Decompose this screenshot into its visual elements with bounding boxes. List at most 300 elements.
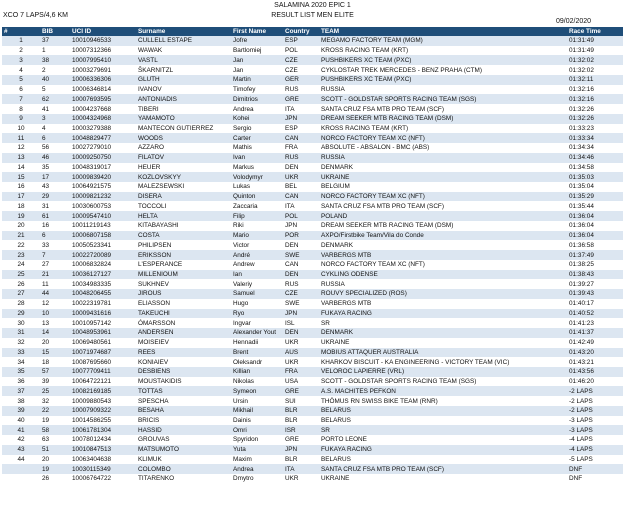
race-time-cell: 01:39:43 <box>569 290 594 298</box>
uci-id-cell: 10010946533 <box>72 37 112 45</box>
uci-id-cell: 10009250750 <box>72 154 112 162</box>
table-row <box>2 85 623 95</box>
race-time-cell: 01:36:58 <box>569 241 594 249</box>
surname-cell: TOCCOLI <box>138 202 167 210</box>
first-name-cell: Killian <box>233 368 251 376</box>
first-name-cell: Bartlomiej <box>233 47 262 55</box>
first-name-cell: Valeriy <box>233 280 253 288</box>
bib-cell: 40 <box>42 76 50 84</box>
first-name-cell: Mario <box>233 232 249 240</box>
table-row <box>2 143 623 153</box>
country-cell: AUS <box>285 348 299 356</box>
first-name-cell: Maxim <box>233 455 252 463</box>
first-name-cell: Ursin <box>233 397 248 405</box>
bib-cell: 11 <box>42 280 49 288</box>
race-time-cell: 01:40:52 <box>569 309 594 317</box>
team-cell: POLAND <box>321 212 348 220</box>
rank-cell: 6 <box>19 86 23 94</box>
country-cell: POL <box>285 212 298 220</box>
surname-cell: MATSUMOTO <box>138 446 179 454</box>
rank-cell: 4 <box>19 66 23 74</box>
uci-id-cell: 10030115349 <box>72 465 111 473</box>
uci-id-cell: 10022319781 <box>72 300 112 308</box>
surname-cell: WAWAK <box>138 47 163 55</box>
first-name-cell: Andrew <box>233 261 255 269</box>
race-info: XCO 7 LAPS/4,6 KM <box>3 12 68 19</box>
uci-id-cell: 10048953961 <box>72 329 112 337</box>
team-cell: UKRAINE <box>321 173 350 181</box>
team-cell: NORCO FACTORY TEAM XC (NFT) <box>321 261 425 269</box>
race-time-cell: 01:33:34 <box>569 134 594 142</box>
rank-cell: 13 <box>17 154 25 162</box>
table-row <box>2 328 623 338</box>
country-cell: DEN <box>285 329 299 337</box>
column-header-first-name: First Name <box>233 28 267 35</box>
bib-cell: 29 <box>42 193 50 201</box>
uci-id-cell: 10007909322 <box>72 407 112 415</box>
race-time-cell: 01:43:56 <box>569 368 594 376</box>
surname-cell: TAKEUCHI <box>138 309 170 317</box>
country-cell: DEN <box>285 270 299 278</box>
surname-cell: ELIASSON <box>138 300 170 308</box>
first-name-cell: Ivan <box>233 154 246 162</box>
rank-cell: 8 <box>19 105 23 113</box>
country-cell: ISL <box>285 319 295 327</box>
rank-cell: 7 <box>19 95 23 103</box>
surname-cell: ANTONIADIS <box>138 95 177 103</box>
race-time-cell: 01:35:04 <box>569 183 594 191</box>
country-cell: FRA <box>285 144 298 152</box>
team-cell: KROSS RACING TEAM (KRT) <box>321 124 409 132</box>
table-row <box>2 192 623 202</box>
table-row <box>2 182 623 192</box>
first-name-cell: Quinton <box>233 193 256 201</box>
race-time-cell: -4 LAPS <box>569 446 593 454</box>
surname-cell: COSTA <box>138 232 160 240</box>
country-cell: UKR <box>285 173 299 181</box>
surname-cell: DESBIENS <box>138 368 171 376</box>
surname-cell: FILATOV <box>138 154 165 162</box>
race-time-cell: -2 LAPS <box>569 407 593 415</box>
uci-id-cell: 10061781304 <box>72 426 112 434</box>
uci-id-cell: 10048829477 <box>72 134 112 142</box>
team-cell: DENMARK <box>321 329 353 337</box>
surname-cell: ERIKSSON <box>138 251 172 259</box>
bib-cell: 22 <box>42 407 50 415</box>
first-name-cell: Victor <box>233 241 250 249</box>
country-cell: GER <box>285 76 299 84</box>
team-cell: SCOTT - GOLDSTAR SPORTS RACING TEAM (SGS) <box>321 378 477 386</box>
race-time-cell: 01:38:43 <box>569 270 594 278</box>
surname-cell: COLOMBO <box>138 465 171 473</box>
column-header-race-time: Race Time <box>569 28 601 35</box>
document-subtitle: RESULT LIST MEN ELITE <box>271 12 354 19</box>
uci-id-cell: 10009547410 <box>72 212 112 220</box>
country-cell: UKR <box>285 339 299 347</box>
uci-id-cell: 10064921575 <box>72 183 112 191</box>
surname-cell: BRICIS <box>138 417 160 424</box>
race-time-cell: 01:41:23 <box>569 319 594 327</box>
bib-cell: 51 <box>42 446 50 454</box>
rank-cell: 9 <box>19 115 23 123</box>
bib-cell: 63 <box>42 436 50 444</box>
team-cell: BELARUS <box>321 455 351 463</box>
first-name-cell: Ryo <box>233 309 245 317</box>
rank-cell: 5 <box>19 76 23 84</box>
table-row <box>2 406 623 416</box>
race-time-cell: 01:42:49 <box>569 339 594 347</box>
table-row <box>2 464 623 474</box>
column-header-uci-id: UCI ID <box>72 28 92 35</box>
team-cell: VARBERGS MTB <box>321 251 372 259</box>
surname-cell: HASSID <box>138 426 162 434</box>
first-name-cell: André <box>233 251 251 259</box>
surname-cell: HELTA <box>138 212 158 220</box>
first-name-cell: Jofre <box>233 37 248 45</box>
country-cell: POR <box>285 232 299 240</box>
country-cell: SWE <box>285 300 300 308</box>
first-name-cell: Mikhail <box>233 407 253 415</box>
uci-id-cell: 10087695660 <box>72 358 112 366</box>
first-name-cell: Volodymyr <box>233 173 263 181</box>
country-cell: JPN <box>285 115 298 123</box>
table-row <box>2 455 623 465</box>
country-cell: RUS <box>285 154 299 162</box>
document-date: 09/02/2020 <box>556 18 592 25</box>
rank-cell: 16 <box>17 183 25 191</box>
surname-cell: PHILIPSEN <box>138 241 172 249</box>
rank-cell: 31 <box>17 329 25 337</box>
rank-cell: 33 <box>17 348 25 356</box>
bib-cell: 17 <box>42 173 50 181</box>
team-cell: VARBERGS MTB <box>321 300 372 308</box>
results-table <box>2 27 623 484</box>
table-row <box>2 309 623 319</box>
rank-cell: 19 <box>17 212 25 220</box>
column-header-rank: # <box>4 28 8 35</box>
uci-id-cell: 10009880543 <box>72 397 112 405</box>
surname-cell: BESAHA <box>138 407 164 415</box>
surname-cell: SUKHNEV <box>138 280 169 288</box>
rank-cell: 42 <box>17 436 25 444</box>
bib-cell: 10 <box>42 309 50 317</box>
table-row <box>2 474 623 484</box>
bib-cell: 32 <box>42 397 50 405</box>
first-name-cell: Spyridon <box>233 436 259 444</box>
table-row <box>2 250 623 260</box>
bib-cell: 15 <box>42 348 50 356</box>
uci-id-cell: 10006764722 <box>72 475 112 483</box>
race-time-cell: 01:31:49 <box>569 37 594 45</box>
table-row <box>2 172 623 182</box>
first-name-cell: Ian <box>233 270 242 278</box>
rank-cell <box>2 474 40 484</box>
uci-id-cell: 10007995410 <box>72 56 112 64</box>
table-row <box>2 270 623 280</box>
uci-id-cell: 10009839420 <box>72 173 112 181</box>
table-row <box>2 163 623 173</box>
table-row <box>2 279 623 289</box>
bib-cell: 7 <box>42 251 46 259</box>
first-name-cell: Filip <box>233 212 245 220</box>
rank-cell: 21 <box>17 232 25 240</box>
uci-id-cell: 10004237668 <box>72 105 112 113</box>
rank-cell: 41 <box>17 426 25 434</box>
team-cell: PORTO LEONE <box>321 436 367 444</box>
country-cell: DEN <box>285 241 299 249</box>
first-name-cell: Andrea <box>233 105 254 113</box>
bib-cell: 35 <box>42 163 50 171</box>
race-time-cell: -3 LAPS <box>569 426 593 434</box>
table-row <box>2 348 623 358</box>
country-cell: ESP <box>285 124 298 132</box>
first-name-cell: Sergio <box>233 124 252 132</box>
bib-cell: 41 <box>42 105 50 113</box>
team-cell: A.S. MACHITES PEFKON <box>321 387 396 395</box>
bib-cell: 18 <box>42 358 50 366</box>
surname-cell: KITABAYASHI <box>138 222 179 230</box>
uci-id-cell: 10082169185 <box>72 387 112 395</box>
column-header-team: TEAM <box>321 28 340 35</box>
rank-cell: 36 <box>17 378 25 386</box>
table-row <box>2 425 623 435</box>
first-name-cell: Hugo <box>233 300 249 308</box>
bib-cell: 14 <box>42 329 50 337</box>
team-cell: SANTA CRUZ FSA MTB PRO TEAM (SCF) <box>321 105 444 113</box>
country-cell: SWE <box>285 251 300 259</box>
country-cell: JPN <box>285 446 298 454</box>
table-row <box>2 338 623 348</box>
country-cell: POL <box>285 47 298 55</box>
team-cell: SANTA CRUZ FSA MTB PRO TEAM (SCF) <box>321 465 444 473</box>
uci-id-cell: 10009431616 <box>72 309 112 317</box>
country-cell: SUI <box>285 397 296 405</box>
first-name-cell: Ingvar <box>233 319 251 327</box>
rank-cell: 28 <box>17 300 25 308</box>
rank-cell: 32 <box>17 339 25 347</box>
bib-cell: 57 <box>42 368 50 376</box>
surname-cell: KLIMUK <box>138 455 162 463</box>
team-cell: RUSSIA <box>321 86 345 94</box>
surname-cell: GROUVAS <box>138 436 170 444</box>
surname-cell: WOODS <box>138 134 163 142</box>
rank-cell: 14 <box>17 163 25 171</box>
rank-cell: 2 <box>19 47 23 55</box>
bib-cell: 16 <box>42 222 50 230</box>
surname-cell: VASTL <box>138 56 158 64</box>
rank-cell: 12 <box>17 144 25 152</box>
race-time-cell: 01:33:23 <box>569 124 594 132</box>
surname-cell: MOUSTAKIDIS <box>138 378 182 386</box>
team-cell: SCOTT - GOLDSTAR SPORTS RACING TEAM (SGS) <box>321 95 477 103</box>
team-cell: KHARKOV BISCUIT - KA ENGINEERING - VICTORY TEAM (VIC) <box>321 358 510 366</box>
surname-cell: ANDERSEN <box>138 329 174 337</box>
first-name-cell: Kohei <box>233 115 250 123</box>
surname-cell: IVANOV <box>138 86 162 94</box>
table-row <box>2 36 623 46</box>
team-cell: CYKLING ODENSE <box>321 270 378 278</box>
uci-id-cell: 10007693595 <box>72 95 112 103</box>
surname-cell: KONIAIEV <box>138 358 169 366</box>
country-cell: ITA <box>285 202 295 210</box>
bib-cell: 13 <box>42 319 50 327</box>
country-cell: CAN <box>285 134 299 142</box>
table-row <box>2 357 623 367</box>
country-cell: BEL <box>285 183 298 191</box>
column-header-bib: BIB <box>42 28 54 35</box>
team-cell: DENMARK <box>321 163 353 171</box>
bib-cell: 43 <box>42 183 50 191</box>
team-cell: VELOROC LAPIERRE (VRL) <box>321 368 405 376</box>
surname-cell: DISERA <box>138 193 162 201</box>
first-name-cell: Markus <box>233 163 254 171</box>
team-cell: UKRAINE <box>321 475 350 483</box>
first-name-cell: Martin <box>233 76 251 84</box>
race-time-cell: 01:41:37 <box>569 329 594 337</box>
bib-cell: 62 <box>42 95 50 103</box>
race-time-cell: 01:32:16 <box>569 86 594 94</box>
first-name-cell: Dmytro <box>233 475 254 483</box>
table-row <box>2 46 623 56</box>
table-row <box>2 201 623 211</box>
uci-id-cell: 10011219143 <box>72 222 111 230</box>
rank-cell: 23 <box>17 251 25 259</box>
table-row <box>2 318 623 328</box>
bib-cell: 6 <box>42 232 46 240</box>
surname-cell: TIBERI <box>138 105 159 113</box>
bib-cell: 19 <box>42 465 50 473</box>
table-row <box>2 367 623 377</box>
bib-cell: 44 <box>42 290 50 298</box>
table-row <box>2 299 623 309</box>
table-row <box>2 55 623 65</box>
table-row <box>2 240 623 250</box>
uci-id-cell: 10010957142 <box>72 319 112 327</box>
first-name-cell: Samuel <box>233 290 255 298</box>
first-name-cell: Lukas <box>233 183 251 191</box>
country-cell: CZE <box>285 290 298 298</box>
uci-id-cell: 10078012434 <box>72 436 112 444</box>
team-cell: DREAM SEEKER MTB RACING TEAM (DSM) <box>321 115 454 123</box>
rank-cell: 44 <box>17 455 25 463</box>
surname-cell: MANTECON GUTIERREZ <box>138 124 214 132</box>
race-time-cell: 01:35:03 <box>569 173 594 181</box>
surname-cell: TITARENKO <box>138 475 175 483</box>
first-name-cell: Nikolas <box>233 378 254 386</box>
race-time-cell: -5 LAPS <box>569 455 593 463</box>
uci-id-cell: 10022720089 <box>72 251 112 259</box>
team-cell: MEGAMO FACTORY TEAM (MGM) <box>321 37 423 45</box>
uci-id-cell: 10010847513 <box>72 446 112 454</box>
table-row <box>2 75 623 85</box>
surname-cell: ŠKARNITZL <box>138 66 174 74</box>
first-name-cell: Mathis <box>233 144 252 152</box>
uci-id-cell: 10014586255 <box>72 417 112 424</box>
table-row <box>2 104 623 114</box>
table-header-row <box>2 27 623 36</box>
country-cell: JPN <box>285 309 298 317</box>
surname-cell: MILLENIOUM <box>138 270 178 278</box>
race-time-cell: 01:36:04 <box>569 232 594 240</box>
country-cell: UKR <box>285 358 299 366</box>
rank-cell: 35 <box>17 368 25 376</box>
uci-id-cell: 10007312366 <box>72 47 112 55</box>
country-cell: CAN <box>285 193 299 201</box>
rank-cell: 38 <box>17 397 25 405</box>
team-cell: BELGIUM <box>321 183 350 191</box>
rank-cell: 20 <box>17 222 25 230</box>
first-name-cell: Zaccaria <box>233 202 258 210</box>
first-name-cell: Jan <box>233 56 244 64</box>
country-cell: BLR <box>285 407 298 415</box>
uci-id-cell: 10004324968 <box>72 115 112 123</box>
bib-cell: 26 <box>42 475 50 483</box>
rank-cell: 3 <box>19 56 23 64</box>
country-cell: GRE <box>285 387 299 395</box>
country-cell: CZE <box>285 66 298 74</box>
uci-id-cell: 10036127127 <box>72 270 112 278</box>
race-time-cell: 01:40:17 <box>569 300 594 308</box>
team-cell: RUSSIA <box>321 280 345 288</box>
rank-cell: 17 <box>17 193 25 201</box>
first-name-cell: Timofey <box>233 86 256 94</box>
bib-cell: 37 <box>42 37 50 45</box>
race-time-cell: 01:32:16 <box>569 95 594 103</box>
rank-cell: 29 <box>17 309 25 317</box>
surname-cell: MOISEIEV <box>138 339 169 347</box>
table-row <box>2 221 623 231</box>
table-row <box>2 114 623 124</box>
race-time-cell: DNF <box>569 465 583 473</box>
first-name-cell: Dimitrios <box>233 95 258 103</box>
country-cell: FRA <box>285 368 298 376</box>
uci-id-cell: 10071974687 <box>72 348 112 356</box>
first-name-cell: Riki <box>233 222 244 230</box>
uci-id-cell: 10048206455 <box>72 290 112 298</box>
team-cell: RUSSIA <box>321 154 345 162</box>
team-cell: ABSOLUTE - ABSALON - BMC (ABS) <box>321 144 430 152</box>
team-cell: DENMARK <box>321 241 353 249</box>
country-cell: ISR <box>285 426 296 434</box>
uci-id-cell: 10003279388 <box>72 124 112 132</box>
bib-cell: 39 <box>42 378 50 386</box>
rank-cell: 26 <box>17 280 25 288</box>
table-row <box>2 396 623 406</box>
first-name-cell: Oleksandr <box>233 358 263 366</box>
team-cell: UKRAINE <box>321 339 350 347</box>
team-cell: NORCO FACTORY TEAM XC (NFT) <box>321 134 425 142</box>
country-cell: RUS <box>285 280 299 288</box>
table-row <box>2 416 623 426</box>
rank-cell: 30 <box>17 319 25 327</box>
race-time-cell: 01:37:49 <box>569 251 594 259</box>
surname-cell: KOZLOVSKYY <box>138 173 181 181</box>
first-name-cell: Hennadii <box>233 339 259 347</box>
first-name-cell: Andrea <box>233 465 254 473</box>
bib-cell: 4 <box>42 124 46 132</box>
uci-id-cell: 10048319017 <box>72 163 112 171</box>
country-cell: ITA <box>285 105 295 113</box>
bib-cell: 38 <box>42 56 50 64</box>
bib-cell: 21 <box>42 270 50 278</box>
uci-id-cell: 10077709411 <box>72 368 111 376</box>
race-time-cell: DNF <box>569 475 583 483</box>
race-time-cell: 01:32:02 <box>569 56 594 64</box>
rank-cell: 10 <box>17 124 25 132</box>
rank-cell <box>2 464 40 474</box>
race-time-cell: -3 LAPS <box>569 417 593 424</box>
surname-cell: REES <box>138 348 156 356</box>
